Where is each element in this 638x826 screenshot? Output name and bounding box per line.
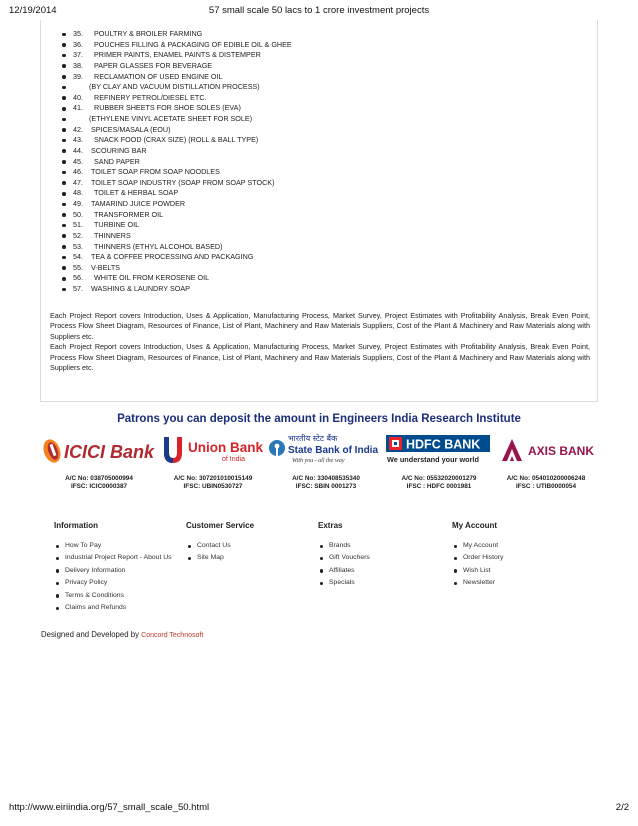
bullet-icon (62, 64, 66, 68)
footer-link[interactable]: Contact Us (186, 540, 254, 552)
bullet-icon (62, 86, 66, 90)
project-number: 40. (73, 92, 83, 102)
project-list-item (62, 29, 582, 40)
footer-column-title: My Account (452, 521, 498, 530)
project-name: POULTRY & BROILER FARMING (94, 29, 203, 38)
bullet-icon (62, 149, 66, 153)
bullet-icon (62, 43, 66, 47)
project-list-item (62, 252, 582, 263)
bullet-icon (62, 139, 66, 143)
project-list-item (62, 242, 582, 253)
project-number: 44. (73, 145, 83, 155)
project-number: 37. (73, 50, 83, 60)
bank-tagline: With you - all the way (292, 458, 345, 464)
project-name: TOILET SOAP FROM SOAP NOODLES (91, 167, 220, 177)
project-name: TOILET SOAP INDUSTRY (SOAP FROM SOAP STOCK) (91, 177, 275, 187)
project-number: 54. (73, 252, 83, 262)
bullet-icon (454, 557, 457, 560)
project-name: TRANSFORMER OIL (94, 209, 164, 219)
footer-link[interactable]: Wish List (452, 565, 503, 577)
print-footer (0, 802, 638, 816)
account-number: A/C No: 330408535340 (292, 475, 360, 482)
bank-subname: of India (222, 456, 245, 463)
project-name: PRIMER PAINTS, ENAMEL PAINTS & DISTEMPER (94, 50, 261, 60)
ifsc-code: IFSC: SBIN 0001273 (295, 483, 357, 490)
project-number: 57. (73, 284, 83, 293)
banks-heading: Patrons you can deposit the amount in Engineers India Research Institute (117, 413, 521, 425)
account-info (268, 475, 384, 491)
footer-link[interactable]: Specials (318, 577, 370, 589)
project-name: SNACK FOOD (CRAX SIZE) (ROLL & BALL TYPE) (94, 135, 259, 145)
bullet-icon (320, 582, 323, 585)
project-list-item (62, 284, 582, 295)
ifsc-code: IFSC : HDFC 0001981 (406, 483, 472, 490)
ifsc-code: IFSC: UBIN0530727 (183, 483, 243, 490)
hdfc-bank-logo (384, 431, 494, 471)
footer-link[interactable]: How To Pay (54, 540, 172, 552)
project-list-item (62, 82, 582, 93)
footer-link[interactable]: Delivery Information (54, 565, 172, 577)
bullet-icon (56, 545, 59, 548)
bullet-icon (62, 213, 66, 217)
bullet-icon (62, 107, 66, 111)
project-name: (BY CLAY AND VACUUM DISTILLATION PROCESS) (89, 82, 260, 92)
project-name: SCOURING BAR (91, 145, 147, 155)
bullet-icon (62, 75, 66, 79)
footer-link[interactable]: Claims and Refunds (54, 602, 172, 614)
account-info (40, 475, 158, 491)
bullet-icon (62, 245, 66, 249)
project-name: TEA & COFFEE PROCESSING AND PACKAGING (91, 252, 254, 262)
footer-column-title: Customer Service (186, 521, 255, 530)
footer-links (54, 520, 594, 620)
hdfc-emblem-icon (389, 437, 402, 450)
bank-icici (40, 431, 158, 497)
project-number: 47. (73, 177, 83, 187)
project-number: 38. (73, 60, 83, 70)
icici-bank-logo (40, 431, 158, 471)
bullet-icon (56, 607, 59, 610)
bank-hdfc (384, 431, 494, 497)
bullet-icon (62, 203, 66, 207)
bank-name: Union Bank (188, 440, 264, 455)
axis-bank-logo (494, 431, 598, 471)
bank-name: State Bank of India (288, 445, 379, 456)
footer-link-list (54, 540, 172, 614)
project-list-item (62, 61, 582, 72)
account-number: A/C No: 307201010015149 (173, 475, 253, 482)
project-name: V-BELTS (91, 262, 121, 272)
project-list-item (62, 273, 582, 284)
bullet-icon (62, 181, 66, 185)
bullet-icon (56, 569, 59, 572)
project-number: 45. (73, 156, 83, 166)
project-name: THINNERS (ETHYL ALCOHOL BASED) (94, 241, 223, 251)
project-list-item (62, 231, 582, 242)
bank-sbi (268, 431, 384, 497)
designed-by (41, 630, 203, 639)
bullet-icon (320, 569, 323, 572)
bullet-icon (62, 128, 66, 132)
sbi-keyhole-icon (269, 440, 285, 456)
print-header (0, 5, 638, 19)
project-list-item (62, 135, 582, 146)
bullet-icon (62, 277, 66, 281)
project-number: 36. (73, 39, 83, 49)
axis-triangle-icon (502, 439, 522, 461)
project-name: SAND PAPER (94, 156, 140, 166)
page-number: 2/2 (615, 802, 629, 813)
project-name: THINNERS (94, 230, 131, 240)
project-name: TAMARIND JUICE POWDER (91, 199, 186, 208)
footer-link[interactable]: Affiliates (318, 565, 370, 577)
sbi-logo (268, 431, 384, 471)
project-name: TURBINE OIL (94, 220, 140, 230)
footer-link[interactable]: Gift Vouchers (318, 552, 370, 564)
project-name: POUCHES FILLING & PACKAGING OF EDIBLE OIL & GHEE (94, 39, 292, 49)
project-list-item (62, 220, 582, 231)
union-bank-emblem-icon (164, 437, 182, 463)
footer-link-list (452, 540, 503, 590)
account-number: A/C No: 054010200006248 (506, 475, 586, 482)
project-list-item (62, 199, 582, 210)
project-number: 43. (73, 135, 83, 145)
bullet-icon (454, 582, 457, 585)
project-name: WHITE OIL FROM KEROSENE OIL (94, 273, 210, 283)
description-paragraph: Each Project Report covers Introduction, Uses & Application, Manufacturing Process, Market Survey, Project Estimates with Profitability Analysis, Break Even Point, Process Flow Sheet Diagram, Resources of Finance, List of Plant, Machinery and Raw Materials Suppliers, Cost of the Plant & Machinery and Raw Materials along with Suppliers etc. (50, 342, 590, 373)
project-number: 52. (73, 230, 83, 240)
bullet-icon (56, 557, 59, 560)
bank-name: HDFC BANK (406, 437, 481, 452)
footer-link-list (186, 540, 254, 565)
project-name: RECLAMATION OF USED ENGINE OIL (94, 71, 223, 81)
bullet-icon (62, 234, 66, 238)
project-list-item (62, 210, 582, 221)
project-list-item (62, 157, 582, 168)
bullet-icon (62, 54, 66, 58)
footer-link[interactable]: Terms & Conditions (54, 590, 172, 602)
project-name: SPICES/MASALA (EOU) (91, 124, 171, 134)
project-list-item (62, 103, 582, 114)
footer-link[interactable]: Newsletter (452, 577, 503, 589)
project-name: REFINERY PETROL/DIESEL ETC. (94, 92, 207, 102)
project-number: 42. (73, 124, 83, 134)
footer-column-title: Extras (318, 521, 343, 530)
bullet-icon (62, 118, 66, 122)
project-number: 48. (73, 188, 83, 198)
footer-column-my-account (452, 520, 503, 590)
project-number: 53. (73, 241, 83, 251)
project-list-item (62, 188, 582, 199)
footer-column-extras (318, 520, 370, 590)
project-number: 46. (73, 167, 83, 177)
project-number: 49. (73, 199, 83, 208)
footer-link[interactable]: Privacy Policy (54, 577, 172, 589)
project-list-item (62, 263, 582, 274)
designed-by-text: Designed and Developed by (41, 630, 139, 639)
project-number: 39. (73, 71, 83, 81)
footer-link[interactable]: Order History (452, 552, 503, 564)
project-number: 41. (73, 103, 83, 113)
bank-name: AXIS BANK (528, 444, 595, 458)
project-list-item (62, 125, 582, 136)
footer-link-list (318, 540, 370, 590)
project-list-item (62, 146, 582, 157)
account-info (384, 475, 494, 491)
bank-tagline: We understand your world (387, 455, 479, 464)
bullet-icon (62, 160, 66, 164)
footer-link[interactable]: Site Map (186, 552, 254, 564)
bank-name-hindi: भारतीय स्टेट बैंक (288, 434, 338, 443)
description-paragraph: Each Project Report covers Introduction, Uses & Application, Manufacturing Process, Market Survey, Project Estimates with Profitability Analysis, Break Even Point, Process Flow Sheet Diagram, Resources of Finance, List of Plant, Machinery and Raw Materials Suppliers, Cost of the Plant & Machinery and Raw Materials along with Suppliers etc. (50, 311, 590, 341)
bullet-icon (62, 96, 66, 100)
project-number: 51. (73, 220, 83, 230)
bullet-icon (56, 594, 59, 597)
account-info (494, 475, 598, 491)
footer-link[interactable]: My Account (452, 540, 503, 552)
project-number: 56. (73, 273, 83, 283)
footer-column-customer-service (186, 520, 254, 565)
project-number: 35. (73, 29, 83, 38)
account-number: A/C No: 05532020001279 (401, 475, 477, 482)
footer-link[interactable]: Industrial Project Report - About Us (54, 552, 172, 564)
account-info (158, 475, 268, 491)
bullet-icon (188, 545, 191, 548)
project-list-item (62, 178, 582, 189)
footer-link[interactable]: Brands (318, 540, 370, 552)
project-name: TOILET & HERBAL SOAP (94, 188, 179, 198)
project-name: PAPER GLASSES FOR BEVERAGE (94, 60, 213, 70)
project-list (62, 29, 582, 295)
project-number: 50. (73, 209, 83, 219)
icici-emblem-icon (40, 437, 63, 465)
print-title: 57 small scale 50 lacs to 1 crore investment projects (208, 5, 430, 16)
bullet-icon (188, 557, 191, 560)
project-name: RUBBER SHEETS FOR SHOE SOLES (EVA) (94, 103, 241, 113)
footer-column-information (54, 520, 172, 614)
bullet-icon (454, 569, 457, 572)
bullet-icon (62, 33, 66, 37)
project-list-item (62, 114, 582, 125)
bullet-icon (62, 266, 66, 270)
project-list-item (62, 72, 582, 83)
footer-column-title: Information (54, 521, 98, 530)
project-number: 55. (73, 262, 83, 272)
bullet-icon (320, 545, 323, 548)
bank-axis (494, 431, 598, 497)
project-list-item (62, 93, 582, 104)
bullet-icon (62, 171, 66, 175)
bullet-icon (62, 288, 66, 292)
bank-name: ICICI Bank (64, 442, 155, 462)
designer-link[interactable]: Concord Technosoft (141, 632, 204, 639)
page-url: http://www.eiriindia.org/57_small_scale_50.html (9, 802, 210, 813)
bullet-icon (62, 224, 66, 228)
union-bank-logo (158, 431, 268, 471)
print-date: 12/19/2014 (9, 5, 57, 16)
account-number: A/C No: 038705000994 (65, 475, 133, 482)
project-name: (ETHYLENE VINYL ACETATE SHEET FOR SOLE) (89, 114, 253, 123)
project-list-item (62, 50, 582, 61)
bullet-icon (62, 256, 66, 260)
bank-union (158, 431, 268, 497)
project-name: WASHING & LAUNDRY SOAP (91, 284, 190, 293)
bullet-icon (320, 557, 323, 560)
project-description (50, 311, 590, 373)
bullet-icon (62, 192, 66, 196)
bank-details-panel (40, 413, 598, 499)
project-list-item (62, 167, 582, 178)
project-list-item (62, 40, 582, 51)
bullet-icon (454, 545, 457, 548)
ifsc-code: IFSC : UTIB0000054 (515, 483, 577, 490)
ifsc-code: IFSC: ICIC0000387 (70, 483, 128, 490)
bullet-icon (56, 582, 59, 585)
